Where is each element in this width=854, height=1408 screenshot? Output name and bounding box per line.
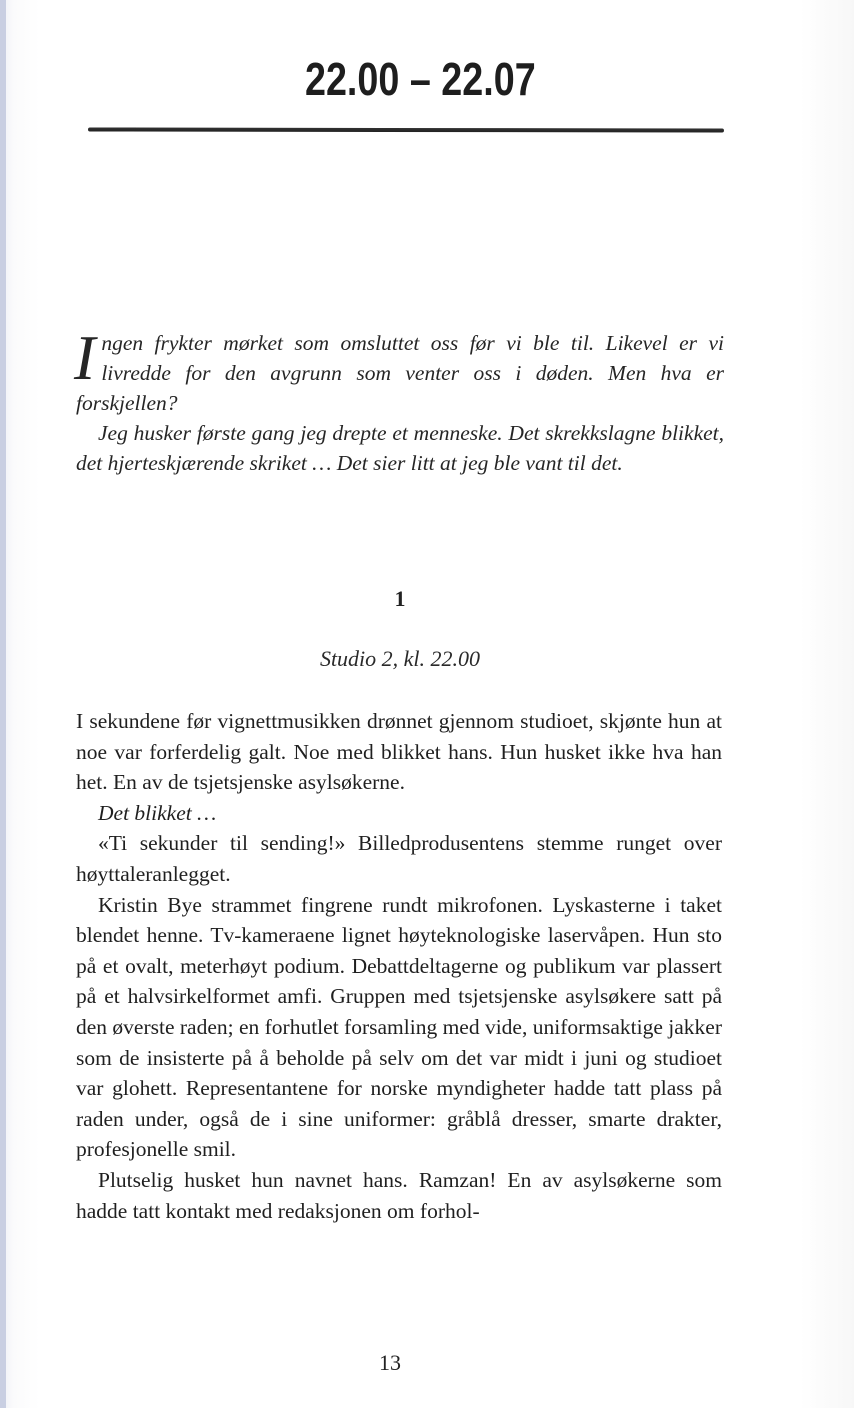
body-paragraph-5: Plutselig husket hun navnet hans. Ramzan! En av asylsøkerne som hadde tatt kontakt med redaksjonen om forhol- — [76, 1167, 722, 1223]
prologue-paragraph-1 — [74, 322, 724, 418]
body-paragraph-4: Kristin Bye strammet fingrene rundt mikrofonen. Lyskasterne i taket blendet henne. Tv-kameraene lignet høyteknologiske laservåpen. Hun sto på et ovalt, meterhøyt podium. Debattdeltagerne og publikum var plassert på et halvsirkelformet amfi. Gruppen med tsjetsjenske asylsøkere satt på den øverste raden; en forhutlet forsamling med vide, uniformsaktige jakker som de insisterte på å beholde på selv om det var midt i juni og studioet var glohett. Representantene for norske myndigheter hadde tatt plass på raden under, også de i sine uniformer: gråblå dresser, smarte drakter, profesjonelle smil. — [76, 892, 722, 1162]
chapter-number: 1 — [394, 586, 406, 611]
body-paragraph-2: Det blikket … — [98, 800, 217, 825]
chapter-heading: 22.00 – 22.07 — [304, 53, 536, 105]
prologue-paragraph-2: Jeg husker første gang jeg drepte et menneske. Det skrekkslagne blikket, det hjerteskjærende skriket … Det sier litt at jeg ble vant til det. — [76, 421, 724, 475]
body-paragraph-1: I sekundene før vignettmusikken drønnet gjennom studioet, skjønte hun at noe var forferdelig galt. Noe med blikket hans. Hun husket ikke hva han het. En av de tsjetsjenske asylsøkerne. — [76, 709, 722, 795]
page-spine-edge — [0, 0, 6, 1408]
prologue — [74, 322, 724, 478]
body-text — [76, 706, 722, 1226]
location-line: Studio 2, kl. 22.00 — [319, 646, 481, 671]
drop-cap: I — [74, 322, 96, 393]
heading-rule — [88, 127, 724, 132]
body-paragraph-3: «Ti sekunder til sending!» Billedprodusentens stemme runget over høyttaleranlegget. — [76, 831, 722, 886]
page-number: 13 — [379, 1350, 401, 1375]
prologue-paragraph-1-text: ngen frykter mørket som omsluttet oss før vi ble til. Likevel er vi livredde for den avgrunn som venter oss i døden. Men hva er forskjellen? — [76, 331, 724, 415]
